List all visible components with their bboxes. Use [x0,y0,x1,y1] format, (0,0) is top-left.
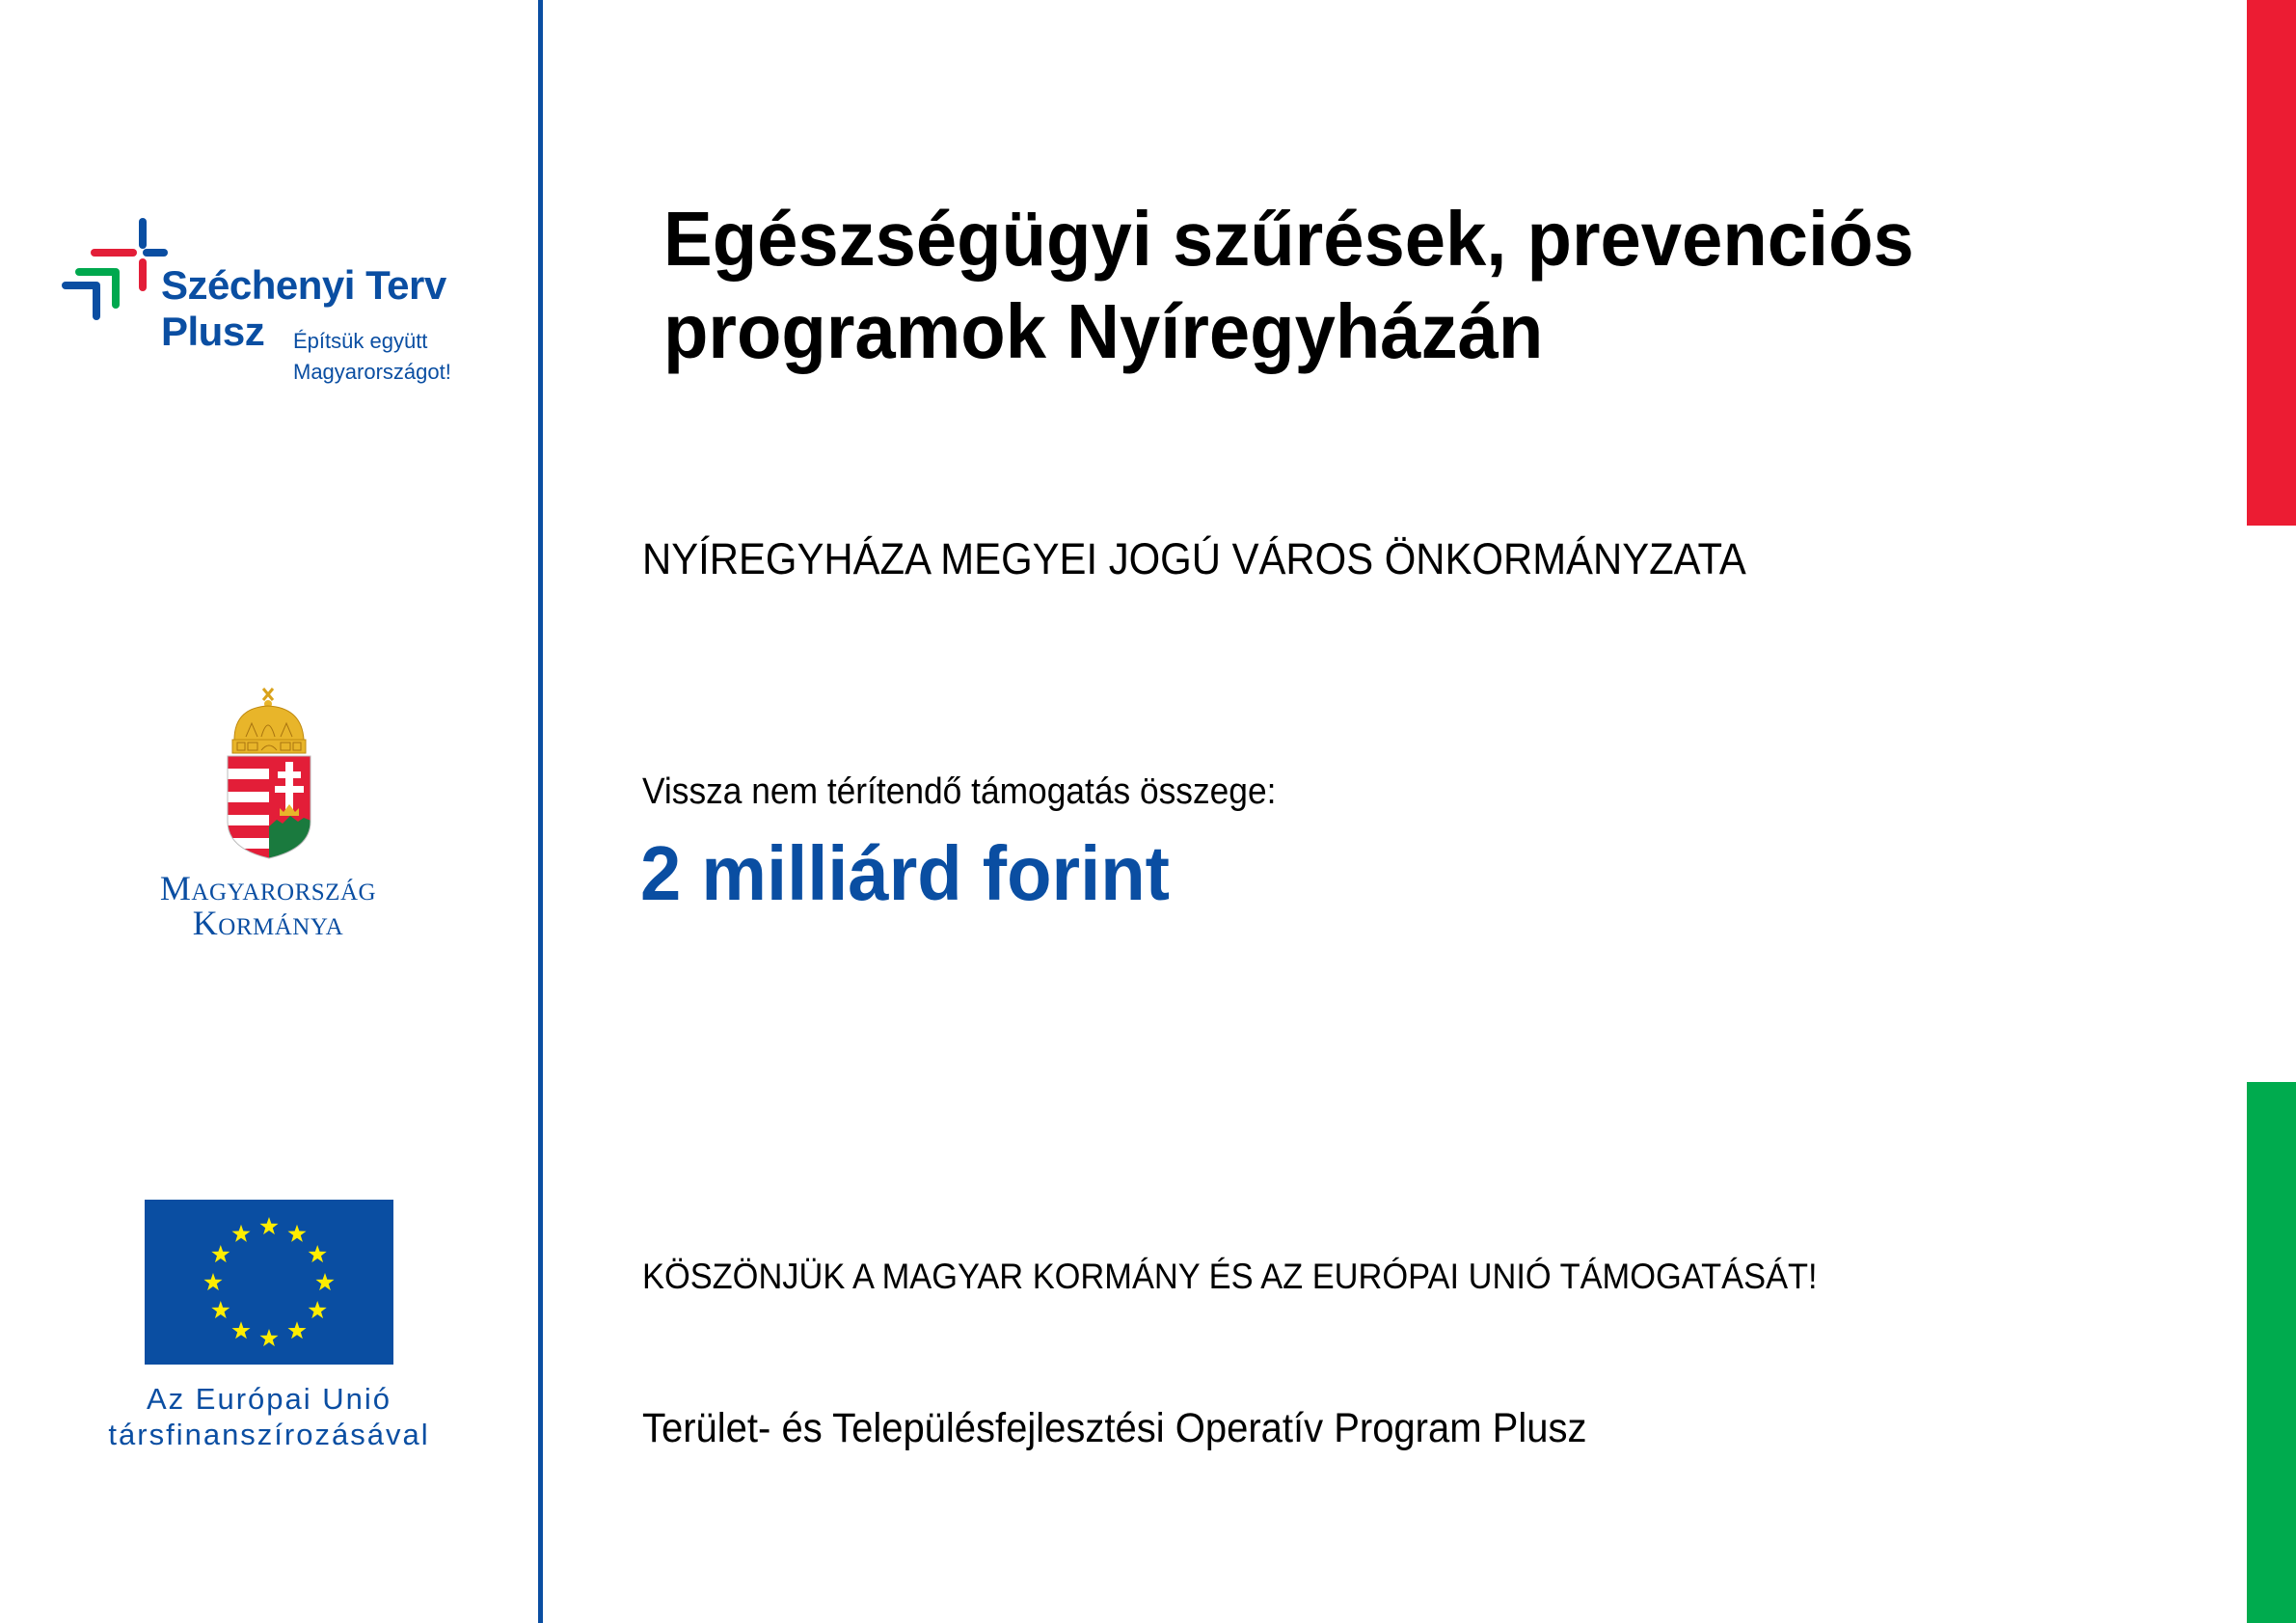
szechenyi-line2: Plusz [161,309,265,354]
szechenyi-tagline-line1: Építsük együtt [293,329,428,353]
government-line2: Kormánya [192,904,344,942]
vertical-divider [538,0,543,1623]
government-line1: Magyarország [159,869,377,907]
grant-label: Vissza nem térítendő támogatás összege: [642,771,1277,812]
szechenyi-line1: Széchenyi Terv [161,262,446,308]
szechenyi-cross-icon [62,218,168,320]
government-caption [96,871,440,940]
project-title-line2: programok Nyíregyházán [663,288,1544,374]
thanks-statement: KÖSZÖNJÜK A MAGYAR KORMÁNY ÉS AZ EURÓPAI UNIÓ TÁMOGATÁSÁT! [642,1257,1818,1296]
eu-caption-line2: társfinanszírozásával [108,1418,430,1451]
beneficiary-name: NYÍREGYHÁZA MEGYEI JOGÚ VÁROS ÖNKORMÁNYZATA [642,534,1746,583]
szechenyi-tagline-line2: Magyarországot! [293,360,451,384]
szechenyi-tagline [293,326,451,388]
flag-stripe-green [2247,1082,2296,1623]
eu-flag-icon [145,1200,393,1365]
eu-caption [58,1381,480,1452]
project-title [663,193,2129,378]
grant-amount: 2 milliárd forint [640,830,1170,916]
flag-stripe-red [2247,0,2296,526]
eu-caption-line1: Az Európai Unió [146,1382,392,1416]
program-name: Terület- és Településfejlesztési Operatív Program Plusz [642,1405,1587,1451]
project-title-line1: Egészségügyi szűrések, prevenciós [663,196,1914,282]
hungarian-coat-of-arms-icon [225,687,313,860]
